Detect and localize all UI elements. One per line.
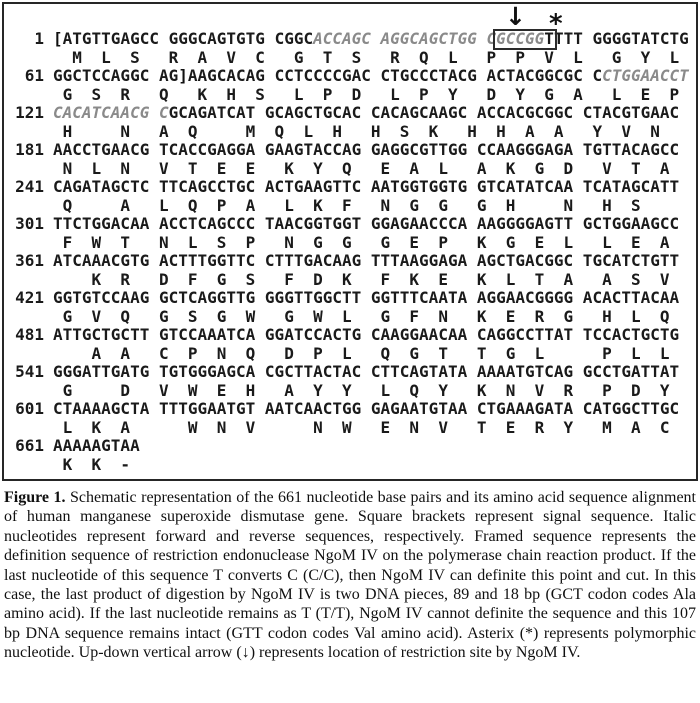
nucleotide-row [8, 30, 696, 49]
restriction-site-down-arrow-icon: ↓ [505, 2, 526, 31]
position-number: 601 [15, 399, 44, 418]
amino-acid-sequence: M L S R A V C G T S R Q L P P V L G Y L [53, 47, 680, 67]
position-number: 421 [15, 288, 44, 307]
nucleotide-sequence [53, 214, 679, 233]
nucleotide-row [8, 141, 696, 160]
nucleotide-row [8, 400, 696, 419]
nucleotide-sequence [53, 140, 679, 159]
nucleotide-segment: CAGATAGCTC TTCAGCCTGC ACTGAAGTTC AATGGTGGTG GTCATATCAA TCATAGCATT [53, 177, 680, 196]
amino-acid-row [8, 49, 696, 68]
sequence-alignment-panel [2, 2, 698, 481]
nucleotide-segment: CTAAAAGCTA TTTGGAATGT AATCAACTGG GAGAATGTAA CTGAAAGATA CATGGCTTGC [53, 399, 680, 418]
amino-acid-row [8, 234, 696, 253]
restriction-site-box [496, 29, 554, 48]
nucleotide-sequence [53, 103, 679, 122]
position-number: 541 [15, 362, 44, 381]
polymorphic-nucleotide-asterisk: * [549, 9, 563, 39]
nucleotide-segment: ATCAAACGTG ACTTTGGTTC CTTTGACAAG TTTAAGGAGA AGCTGACGGC TGCATCTGTT [53, 251, 680, 270]
nucleotide-segment: AAAAAGTAA [53, 436, 140, 455]
nucleotide-segment: ] [178, 66, 188, 85]
position-number: 301 [15, 214, 44, 233]
nucleotide-segment: AACCTGAACG TCACCGAGGA GAAGTACCAG GAGGCGTTGG CCAAGGGAGA TGTTACAGCC [53, 140, 680, 159]
nucleotide-sequence [53, 399, 679, 418]
amino-acid-row [8, 86, 696, 105]
position-number: 241 [15, 177, 44, 196]
amino-acid-row [8, 197, 696, 216]
nucleotide-sequence [53, 251, 679, 270]
nucleotide-row [8, 215, 696, 234]
boxed-nucleotides: GCCGG [496, 29, 545, 48]
nucleotide-row [8, 178, 696, 197]
figure-caption-text: Schematic representation of the 661 nucleotide base pairs and its amino acid sequence alignment of human manganese superoxide dismutase gene. Square brackets represent signal sequence. Italic nucleotides represent forward and reverse sequences, respectively. Framed sequence represents the definition sequence of restriction endonuclease NgoM IV on the polymerase chain reaction product. If the last nucleotide of this sequence T converts C (C/C), then NgoM IV can definite this point and cut. In this case, the last product of digestion by NgoM IV is two DNA pieces, 89 and 18 bp (GCT codon codes Ala amino acid). If the last nucleotide remains as T (T/T), NgoM IV cannot definite the sequence and this 107 bp DNA sequence remains intact (GTT codon codes Val amino acid). Asterix (*) represents polymorphic nucleotide. Up-down vertical arrow (↓) represents location of restriction site by NgoM IV. [4, 489, 696, 662]
amino-acid-row [8, 419, 696, 438]
position-number: 361 [15, 251, 44, 270]
nucleotide-segment: ACCAGC AGGCAGCTGG C [313, 29, 497, 48]
nucleotide-segment: CACATCAACG C [53, 103, 169, 122]
nucleotide-segment: GGCTCCAGGC AG [53, 66, 179, 85]
nucleotide-segment: AAGCACAG CCTCCCCGAC CTGCCCTACG ACTACGGCGC C [187, 66, 603, 85]
nucleotide-sequence [53, 177, 679, 196]
nucleotide-segment: [ [53, 29, 63, 48]
position-number: 1 [34, 29, 44, 48]
amino-acid-sequence: K K - [53, 454, 131, 474]
amino-acid-row [8, 456, 696, 475]
amino-acid-sequence: L K A W N V N W E N V T E R Y M A C [53, 417, 670, 437]
nucleotide-row [8, 363, 696, 382]
nucleotide-segment: TTT GGGGTATCTG [553, 29, 689, 48]
nucleotide-segment: GCAGATCAT GCAGCTGCAC CACAGCAAGC ACCACGCGGC CTACGTGAAC [168, 103, 680, 122]
boxed-nucleotides: T [544, 29, 554, 48]
nucleotide-segment: ATGTTGAGCC GGGCAGTGTG CGGC [62, 29, 314, 48]
amino-acid-sequence: A A C P N Q D P L Q G T T G L P L L [53, 343, 670, 363]
nucleotide-row [8, 104, 696, 123]
amino-acid-sequence: G V Q G S G W G W L G F N K E R G H L Q [53, 306, 670, 326]
nucleotide-row [8, 437, 696, 456]
nucleotide-sequence [53, 29, 689, 48]
figure-caption-label: Figure 1. [4, 489, 66, 506]
nucleotide-sequence [53, 362, 679, 381]
amino-acid-sequence: F W T N L S P N G G G E P K G E L L E A [53, 232, 670, 252]
amino-acid-sequence: Q A L Q P A L K F N G G G H N H S [53, 195, 641, 215]
nucleotide-sequence [53, 325, 679, 344]
nucleotide-sequence [53, 288, 679, 307]
amino-acid-sequence: N L N V T E E K Y Q E A L A K G D V T A [53, 158, 670, 178]
amino-acid-row [8, 345, 696, 364]
nucleotide-segment: ATTGCTGCTT GTCCAAATCA GGATCCACTG CAAGGAACAA CAGGCCTTAT TCCACTGCTG [53, 325, 680, 344]
amino-acid-sequence: G S R Q K H S L P D L P Y D Y G A L E P [53, 84, 680, 104]
amino-acid-row [8, 271, 696, 290]
amino-acid-sequence: K R D F G S F D K F K E K L T A A S V [53, 269, 670, 289]
nucleotide-row [8, 252, 696, 271]
nucleotide-segment: GGGATTGATG TGTGGGAGCA CGCTTACTAC CTTCAGTATA AAAATGTCAG GCCTGATTAT [53, 362, 680, 381]
position-number: 661 [15, 436, 44, 455]
nucleotide-segment: GGTGTCCAAG GCTCAGGTTG GGGTTGGCTT GGTTTCAATA AGGAACGGGG ACACTTACAA [53, 288, 680, 307]
nucleotide-segment: TTCTGGACAA ACCTCAGCCC TAACGGTGGT GGAGAACCCA AAGGGGAGTT GCTGGAAGCC [53, 214, 680, 233]
amino-acid-sequence: H N A Q M Q L H H S K H H A A Y V N [53, 121, 660, 141]
nucleotide-row [8, 326, 696, 345]
position-number: 61 [24, 66, 44, 85]
figure-caption [4, 488, 696, 663]
position-number: 181 [15, 140, 44, 159]
position-number: 481 [15, 325, 44, 344]
sequence-rows [8, 30, 696, 474]
nucleotide-sequence [53, 436, 140, 455]
nucleotide-row [8, 67, 696, 86]
amino-acid-sequence: G D V W E H A Y Y L Q Y K N V R P D Y [53, 380, 670, 400]
amino-acid-row [8, 382, 696, 401]
amino-acid-row [8, 308, 696, 327]
amino-acid-row [8, 123, 696, 142]
nucleotide-segment: CTGGAACCT [602, 66, 689, 85]
nucleotide-sequence [53, 66, 689, 85]
amino-acid-row [8, 160, 696, 179]
nucleotide-row [8, 289, 696, 308]
position-number: 121 [15, 103, 44, 122]
